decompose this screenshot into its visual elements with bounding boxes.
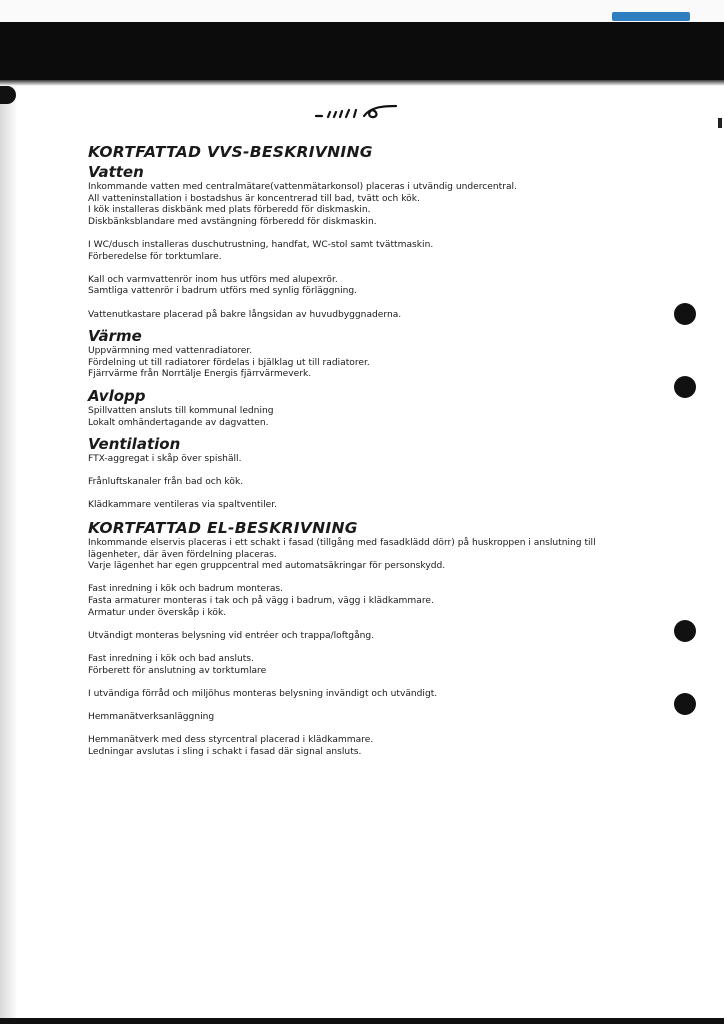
scan-top-bar bbox=[0, 22, 724, 80]
text-line: All vatteninstallation i bostadshus är koncentrerad till bad, tvätt och kök. bbox=[88, 193, 420, 204]
text-line: Frånluftskanaler från bad och kök. bbox=[88, 477, 244, 488]
paragraph-gap bbox=[88, 619, 648, 631]
paragraph-gap bbox=[88, 573, 648, 585]
document-body bbox=[88, 142, 648, 758]
text-line: Fjärrvärme från Norrtälje Energis fjärrvärmeverk. bbox=[88, 369, 312, 380]
text-line: Hemmanätverk med dess styrcentral placerad i klädkammare. bbox=[88, 735, 374, 746]
text-line: I kök installeras diskbänk med plats förberedd för diskmaskin. bbox=[88, 205, 371, 216]
text-line: Uppvärmning med vattenradiatorer. bbox=[88, 346, 253, 357]
text-line: Klädkammare ventileras via spaltventiler. bbox=[88, 500, 278, 511]
vvs-section bbox=[88, 434, 648, 512]
text-line: Förberedelse för torktumlare. bbox=[88, 251, 222, 262]
vvs-section bbox=[88, 326, 648, 381]
scan-right-mark bbox=[718, 118, 722, 128]
punch-hole bbox=[674, 693, 696, 715]
scan-bottom-edge bbox=[0, 1018, 724, 1024]
section-heading: Värme bbox=[88, 327, 142, 346]
text-line: lägenheter, där även fördelning placeras. bbox=[88, 549, 277, 560]
text-line: Ledningar avslutas i sling i schakt i fasad där signal ansluts. bbox=[88, 746, 362, 757]
text-line: Fast inredning i kök och badrum monteras. bbox=[88, 584, 284, 595]
paragraph-gap bbox=[88, 489, 648, 501]
paragraph-gap bbox=[88, 700, 648, 712]
paragraph-gap bbox=[88, 642, 648, 654]
text-line: Spillvatten ansluts till kommunal ledning bbox=[88, 405, 274, 416]
handwritten-mark bbox=[314, 104, 398, 122]
paragraph-gap bbox=[88, 298, 648, 310]
vvs-sections bbox=[88, 162, 648, 512]
scan-left-edge bbox=[0, 86, 18, 1024]
text-line: Förberett för anslutning av torktumlare bbox=[88, 665, 267, 676]
punch-hole bbox=[674, 376, 696, 398]
punch-hole bbox=[674, 620, 696, 642]
text-line: Inkommande elservis placeras i ett schakt i fasad (tillgång med fasadklädd dörr) på huskroppen i anslutning till bbox=[88, 538, 596, 549]
text-line: Fördelning ut till radiatorer fördelas i bjälklag ut till radiatorer. bbox=[88, 357, 370, 368]
text-line: Varje lägenhet har egen gruppcentral med automatsäkringar för personskydd. bbox=[88, 561, 446, 572]
text-line: I WC/dusch installeras duschutrustning, handfat, WC-stol samt tvättmaskin. bbox=[88, 239, 434, 250]
paragraph-gap bbox=[88, 263, 648, 275]
text-line: Kall och varmvattenrör inom hus utförs med alupexrör. bbox=[88, 274, 338, 285]
text-line: Fast inredning i kök och bad ansluts. bbox=[88, 654, 254, 664]
paragraph-gap bbox=[88, 724, 648, 736]
vvs-section bbox=[88, 162, 648, 321]
section-heading: Vatten bbox=[88, 163, 144, 181]
text-line: FTX-aggregat i skåp över spishäll. bbox=[88, 454, 242, 465]
section-heading: Ventilation bbox=[88, 435, 181, 454]
scan-top-fade bbox=[0, 80, 724, 86]
text-line: Diskbänksblandare med avstängning förberedd för diskmaskin. bbox=[88, 216, 377, 227]
paragraph-gap bbox=[88, 677, 648, 689]
text-line: Utvändigt monteras belysning vid entréer och trappa/loftgång. bbox=[88, 630, 375, 641]
scan-blue-tab bbox=[612, 12, 690, 21]
el-sections bbox=[88, 538, 648, 758]
text-line: I utvändiga förråd och miljöhus monteras belysning invändigt och utvändigt. bbox=[88, 688, 438, 699]
text-line: Samtliga vattenrör i badrum utförs med synlig förläggning. bbox=[88, 286, 358, 297]
text-line: Fasta armaturer monteras i tak och på vägg i badrum, vägg i klädkammare. bbox=[88, 596, 434, 607]
vvs-title: KORTFATTAD VVS-BESKRIVNING bbox=[88, 143, 373, 161]
el-title: KORTFATTAD EL-BESKRIVNING bbox=[88, 519, 358, 538]
text-line: Hemmanätverksanläggning bbox=[88, 711, 215, 722]
text-line: Armatur under överskåp i kök. bbox=[88, 607, 227, 618]
text-line: Inkommande vatten med centralmätare(vattenmätarkonsol) placeras i utvändig undercentral. bbox=[88, 182, 517, 192]
vvs-section bbox=[88, 386, 648, 429]
section-heading: Avlopp bbox=[88, 386, 146, 405]
paragraph-gap bbox=[88, 466, 648, 478]
text-line: Vattenutkastare placerad på bakre långsidan av huvudbyggnaderna. bbox=[88, 309, 402, 320]
punch-hole bbox=[674, 303, 696, 325]
paragraph-gap bbox=[88, 228, 648, 240]
text-line: Lokalt omhändertagande av dagvatten. bbox=[88, 417, 269, 428]
